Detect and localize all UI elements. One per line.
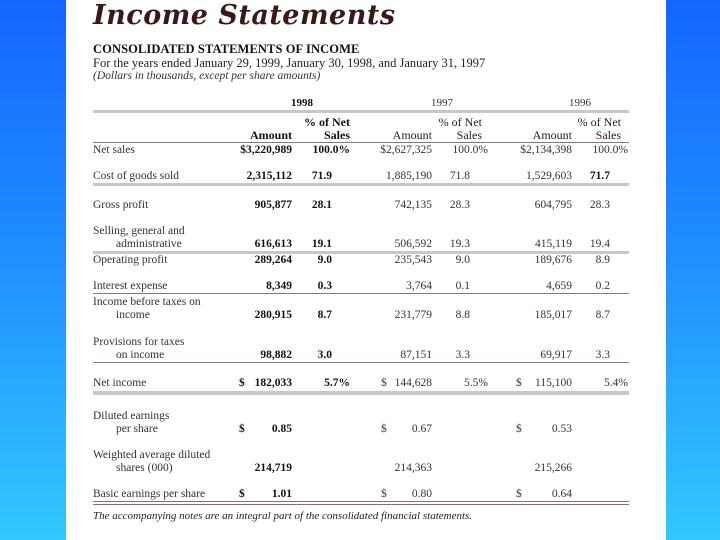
currency-symbol: $	[516, 377, 522, 389]
table-bottom-double-rule	[93, 501, 629, 505]
currency-symbol: $	[239, 423, 245, 435]
currency-symbol: $	[239, 377, 245, 389]
year-header-1998: 1998	[291, 97, 313, 109]
row-label: Net income	[93, 377, 147, 389]
value-1996-pct: 8.9	[595, 254, 610, 266]
value-1998-pct: 5.7%	[324, 377, 350, 389]
currency-symbol: $	[516, 423, 522, 435]
row-label: Basic earnings per share	[93, 488, 206, 500]
value-1998-pct: 8.7	[317, 309, 332, 321]
value-1997-pct: 100.0%	[452, 144, 488, 156]
pct-header-1998-line2: Sales	[323, 128, 350, 142]
row-label: Gross profit	[93, 199, 149, 211]
value-1998-amount: 905,877	[254, 199, 292, 211]
value-1996-amount: 69,917	[540, 349, 572, 361]
statement-heading: CONSOLIDATED STATEMENTS OF INCOME	[93, 42, 360, 56]
row-label: Income before taxes on	[93, 296, 201, 308]
value-1998-amount: 289,264	[254, 254, 292, 266]
value-1998-pct: 19.1	[311, 238, 332, 250]
pct-header-1997-line2: Sales	[456, 128, 482, 142]
row-label: Weighted average diluted	[93, 449, 211, 461]
value-1996-amount: 415,119	[535, 238, 572, 250]
row-rule	[93, 293, 629, 294]
value-1998-amount: 8,349	[266, 280, 292, 292]
value-1998-amount: $3,220,989	[240, 144, 292, 156]
value-1997-amount: 87,151	[400, 349, 432, 361]
value-1996-pct: 100.0%	[592, 144, 628, 156]
value-1997-amount: 231,779	[394, 309, 432, 321]
currency-symbol: $	[381, 377, 387, 389]
value-1998-amount: 280,915	[254, 309, 292, 321]
row-rule	[93, 183, 629, 186]
value-1997-amount: 3,764	[406, 280, 432, 292]
value-1998-pct: 71.9	[311, 170, 332, 182]
units-note: (Dollars in thousands, except per share amounts)	[93, 70, 321, 82]
value-1997-pct: 19.3	[449, 238, 470, 250]
header-rule	[93, 110, 629, 113]
value-1996-pct: 0.2	[595, 280, 610, 292]
pct-header-1997-line1: % of Net	[438, 115, 482, 129]
row-rule	[93, 391, 629, 395]
row-label: Provisions for taxes	[93, 336, 185, 348]
value-1998-pct: 9.0	[317, 254, 332, 266]
value-1997-pct: 8.8	[455, 309, 470, 321]
row-label: Interest expense	[93, 280, 168, 292]
value-1997-amount: 0.67	[411, 423, 432, 435]
value-1996-pct: 71.7	[589, 170, 610, 182]
value-1998-pct: 0.3	[317, 280, 332, 292]
row-label: Selling, general and	[93, 225, 185, 237]
row-label-continued: administrative	[116, 238, 182, 250]
value-1997-amount: 742,135	[394, 199, 432, 211]
pct-header-1996-line2: Sales	[595, 128, 621, 142]
value-1996-amount: 185,017	[534, 309, 572, 321]
value-1996-amount: 604,795	[534, 199, 572, 211]
value-1996-amount: 0.64	[551, 488, 572, 500]
period-description: For the years ended January 29, 1999, January 30, 1998, and January 31, 1997	[93, 56, 486, 70]
value-1996-pct: 8.7	[595, 309, 610, 321]
value-1998-amount: 1.01	[271, 488, 292, 500]
amount-header-1998: Amount	[249, 128, 292, 142]
row-label: Diluted earnings	[93, 410, 170, 422]
value-1998-pct: 100.0%	[312, 144, 350, 156]
footnote: The accompanying notes are an integral part of the consolidated financial statements.	[93, 510, 473, 522]
row-label-continued: on income	[116, 349, 165, 361]
value-1997-amount: 144,628	[394, 377, 432, 389]
row-label-continued: income	[116, 309, 150, 321]
value-1997-pct: 28.3	[449, 199, 470, 211]
value-1996-amount: 215,266	[534, 462, 572, 474]
value-1998-pct: 3.0	[317, 349, 332, 361]
value-1996-pct: 28.3	[589, 199, 610, 211]
value-1998-amount: 182,033	[254, 377, 292, 389]
row-label: Net sales	[93, 144, 135, 156]
pct-header-1998-line1: % of Net	[304, 115, 350, 129]
value-1996-pct: 3.3	[595, 349, 610, 361]
value-1997-pct: 3.3	[455, 349, 470, 361]
page-title: Income Statements	[93, 0, 396, 31]
value-1996-pct: 19.4	[589, 238, 610, 250]
row-rule	[93, 362, 629, 363]
value-1998-amount: 0.85	[271, 423, 292, 435]
value-1997-amount: 214,363	[394, 462, 432, 474]
value-1998-amount: 214,719	[254, 462, 292, 474]
currency-symbol: $	[516, 488, 522, 500]
value-1997-pct: 0.1	[455, 280, 470, 292]
value-1997-amount: $2,627,325	[380, 144, 432, 156]
amount-header-1997: Amount	[392, 128, 432, 142]
row-label-continued: per share	[116, 423, 158, 435]
value-1996-amount: 4,659	[546, 280, 572, 292]
value-1997-pct: 5.5%	[464, 377, 488, 389]
value-1996-amount: 1,529,603	[526, 170, 572, 182]
row-label: Operating profit	[93, 254, 168, 266]
value-1998-amount: 616,613	[254, 238, 292, 250]
value-1996-amount: $2,134,398	[520, 144, 572, 156]
pct-header-1996-line1: % of Net	[577, 115, 621, 129]
value-1997-amount: 0.80	[411, 488, 432, 500]
currency-symbol: $	[381, 423, 387, 435]
amount-header-1996: Amount	[532, 128, 572, 142]
value-1996-amount: 189,676	[534, 254, 572, 266]
value-1998-amount: 2,315,112	[246, 170, 292, 182]
year-header-1996: 1996	[569, 97, 591, 109]
row-label: Cost of goods sold	[93, 170, 179, 182]
value-1997-amount: 235,543	[394, 254, 432, 266]
currency-symbol: $	[239, 488, 245, 500]
value-1997-amount: 506,592	[394, 238, 432, 250]
value-1996-amount: 115,100	[535, 377, 572, 389]
value-1998-amount: 98,882	[260, 349, 292, 361]
column-header-rule	[93, 142, 629, 143]
year-header-1997: 1997	[431, 97, 453, 109]
row-label-continued: shares (000)	[116, 462, 173, 474]
currency-symbol: $	[381, 488, 387, 500]
value-1997-pct: 9.0	[455, 254, 470, 266]
value-1997-pct: 71.8	[449, 170, 470, 182]
value-1996-amount: 0.53	[551, 423, 572, 435]
value-1997-amount: 1,885,190	[386, 170, 432, 182]
value-1998-pct: 28.1	[311, 199, 332, 211]
value-1996-pct: 5.4%	[604, 377, 628, 389]
